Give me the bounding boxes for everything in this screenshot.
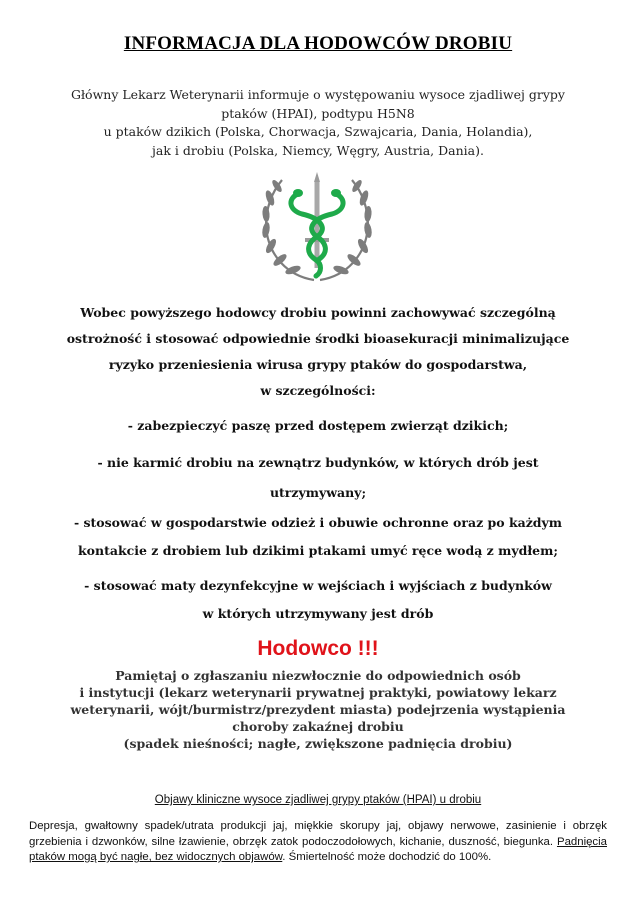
reporting-notice xyxy=(20,667,616,752)
warning-item-mats xyxy=(20,572,616,628)
wreath-left-icon xyxy=(261,179,314,280)
warning-line: ryzyko przeniesienia wirusa grypy ptaków do gospodarstwa, xyxy=(108,357,528,372)
page-title: INFORMACJA DLA HODOWCÓW DROBIU xyxy=(123,33,513,54)
warning-line: w których utrzymywany jest drób xyxy=(202,606,434,621)
sudden-death-note: Padnięcia ptaków mogą być nagłe, bez widocznych objawów xyxy=(29,835,607,863)
warning-line: kontakcie z drobiem lub dzikimi ptakami umyć ręce wodą z mydłem; xyxy=(78,543,558,558)
warning-line: ostrożność i stosować odpowiednie środki bioasekuracji minimalizujące xyxy=(66,331,570,346)
warning-line: utrzymywany; xyxy=(269,485,367,500)
warning-line: - nie karmić drobiu na zewnątrz budynków, w których drób jest xyxy=(97,455,539,470)
symptoms-paragraph xyxy=(29,819,607,866)
mortality-note: Śmiertelność może dochodzić do 100%. xyxy=(288,851,492,863)
notice-line: Pamiętaj o zgłaszaniu niezwłocznie do odpowiednich osób xyxy=(115,668,521,683)
warning-intro xyxy=(20,300,616,404)
warning-item-feeding xyxy=(20,448,616,508)
warning-line: w szczególności: xyxy=(260,383,376,398)
warning-line: Wobec powyższego hodowcy drobiu powinni zachowywać szczególną xyxy=(80,305,556,320)
warning-item-feed xyxy=(20,413,616,439)
hodowco-heading: Hodowco !!! xyxy=(257,637,379,660)
notice-line: (spadek nieśności; nagłe, zwiększone padnięcia drobiu) xyxy=(123,736,513,751)
period: . xyxy=(282,851,286,863)
warning-line: - zabezpieczyć paszę przed dostępem zwierząt dzikich; xyxy=(127,418,509,433)
wreath-right-icon xyxy=(320,179,373,280)
warning-line: - stosować w gospodarstwie odzież i obuwie ochronne oraz po każdym xyxy=(73,515,563,530)
intro-line: u ptaków dzikich (Polska, Chorwacja, Szwajcaria, Dania, Holandia), xyxy=(103,124,533,139)
intro-line: ptaków (HPAI), podtypu H5N8 xyxy=(221,105,415,121)
symptoms-title: Objawy kliniczne wysoce zjadliwej grypy ptaków (HPAI) u drobiu xyxy=(154,794,482,806)
symptoms-text: Depresja, gwałtowny spadek/utrata produkcji jaj, miękkie skorupy jaj, objawy nerwowe, zasinienie i obrzęk grzebienia i dzwonków, silne łzawienie, obrzęk zatok podoczodołowych, kichanie, duszność, biegunka. xyxy=(29,820,607,848)
veterinary-emblem-icon xyxy=(258,168,376,284)
notice-line: choroby zakaźnej drobiu xyxy=(232,719,404,734)
warning-line: - stosować maty dezynfekcyjne w wejściach i wyjściach z budynków xyxy=(84,578,552,593)
notice-line: i instytucji (lekarz weterynarii prywatnej praktyki, powiatowy lekarz xyxy=(79,685,557,700)
intro-paragraph xyxy=(30,86,606,160)
notice-line: weterynarii, wójt/burmistrz/prezydent miasta) podejrzenia wystąpienia xyxy=(70,702,566,717)
intro-line: Główny Lekarz Weterynarii informuje o występowaniu wysoce zjadliwej grypy xyxy=(71,87,565,102)
warning-item-clothing xyxy=(20,509,616,565)
intro-line: jak i drobiu (Polska, Niemcy, Węgry, Austria, Dania). xyxy=(152,142,484,158)
